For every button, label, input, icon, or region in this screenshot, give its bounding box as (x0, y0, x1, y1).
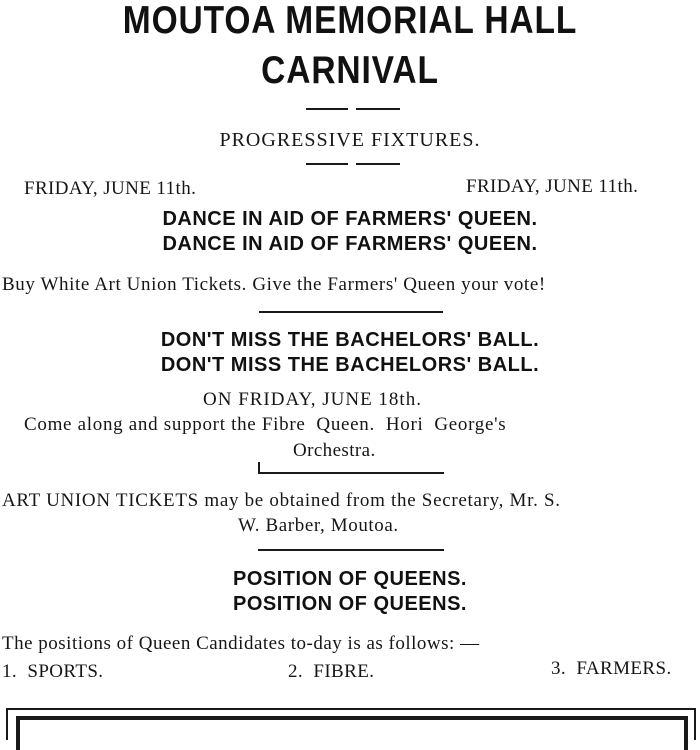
queen-position-2: 2. FIBRE. (288, 661, 375, 682)
ball-body-line-1: Come along and support the Fibre Queen. Hori George's (24, 414, 507, 435)
dance-heading-1: DANCE IN AID OF FARMERS' QUEEN. (162, 208, 538, 230)
divider (258, 549, 444, 551)
divider (306, 163, 348, 165)
page-title-line-2: CARNIVAL (261, 49, 439, 92)
divider (356, 163, 400, 165)
ball-date: ON FRIDAY, JUNE 18th. (203, 389, 422, 410)
queen-position-1: 1. SPORTS. (2, 661, 104, 682)
queens-intro: The positions of Queen Candidates to-day is as follows: — (2, 633, 480, 654)
section-heading: PROGRESSIVE FIXTURES. (219, 129, 481, 151)
border-frame-inner (16, 716, 688, 750)
ball-heading-1: DON'T MISS THE BACHELORS' BALL. (160, 329, 540, 351)
divider (356, 108, 400, 110)
tickets-line-1: ART UNION TICKETS may be obtained from the Secretary, Mr. S. (2, 490, 561, 511)
ball-body-line-2: Orchestra. (293, 440, 376, 461)
ball-heading-2: DON'T MISS THE BACHELORS' BALL. (160, 354, 540, 376)
divider (258, 462, 260, 474)
divider (259, 311, 443, 313)
date-right: FRIDAY, JUNE 11th. (466, 176, 639, 197)
queens-heading-1: POSITION OF QUEENS. (233, 568, 467, 590)
page-title-line-1: MOUTOA MEMORIAL HALL (122, 0, 578, 42)
queen-position-3: 3. FARMERS. (551, 658, 672, 679)
divider (306, 108, 348, 110)
dance-heading-2: DANCE IN AID OF FARMERS' QUEEN. (162, 233, 538, 255)
date-left: FRIDAY, JUNE 11th. (24, 178, 197, 199)
tickets-line-2: W. Barber, Moutoa. (238, 515, 399, 536)
queens-heading-2: POSITION OF QUEENS. (233, 593, 467, 615)
divider (258, 472, 444, 474)
dance-body: Buy White Art Union Tickets. Give the Farmers' Queen your vote! (2, 274, 546, 295)
